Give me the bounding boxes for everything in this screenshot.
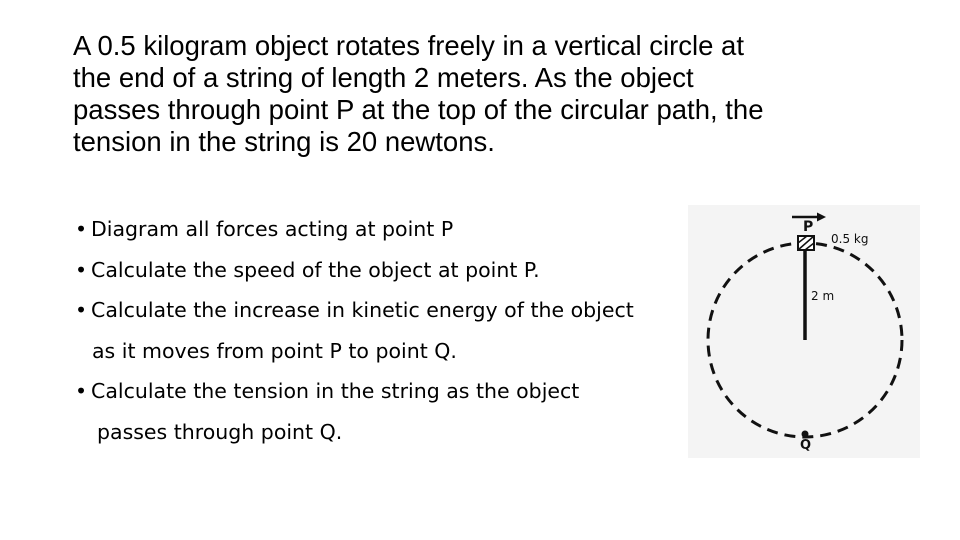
task-text: Calculate the tension in the string as the object bbox=[91, 379, 580, 403]
task-list bbox=[75, 209, 695, 452]
task-text: Calculate the increase in kinetic energy of the object bbox=[91, 298, 634, 322]
bullet-icon: • bbox=[75, 379, 88, 403]
problem-line-2: the end of a string of length 2 meters. As the object bbox=[73, 62, 694, 93]
vertical-circle-diagram bbox=[688, 205, 920, 458]
task-item-2 bbox=[75, 250, 695, 291]
problem-line-4: tension in the string is 20 newtons. bbox=[73, 126, 495, 157]
task-item-1 bbox=[75, 209, 695, 250]
mass-label: 0.5 kg bbox=[831, 232, 869, 246]
task-text: Calculate the speed of the object at point P. bbox=[91, 257, 540, 282]
task-item-4-continued: passes through point Q. bbox=[97, 419, 343, 444]
point-q-label: Q bbox=[800, 438, 812, 453]
task-text: Diagram all forces acting at point P bbox=[91, 217, 454, 241]
bullet-icon: • bbox=[75, 217, 88, 241]
problem-statement bbox=[73, 30, 903, 158]
task-item-4 bbox=[75, 371, 695, 412]
task-item-3-continued: as it moves from point P to point Q. bbox=[92, 338, 457, 363]
task-item-3 bbox=[75, 290, 695, 331]
point-q-marker bbox=[802, 431, 809, 438]
length-label: 2 m bbox=[811, 289, 835, 303]
bullet-icon: • bbox=[75, 298, 88, 322]
point-p-label: P bbox=[803, 219, 814, 235]
problem-line-3: passes through point P at the top of the circular path, the bbox=[73, 94, 764, 125]
bullet-icon: • bbox=[75, 257, 88, 282]
problem-line-1: A 0.5 kilogram object rotates freely in a vertical circle at bbox=[73, 30, 744, 61]
